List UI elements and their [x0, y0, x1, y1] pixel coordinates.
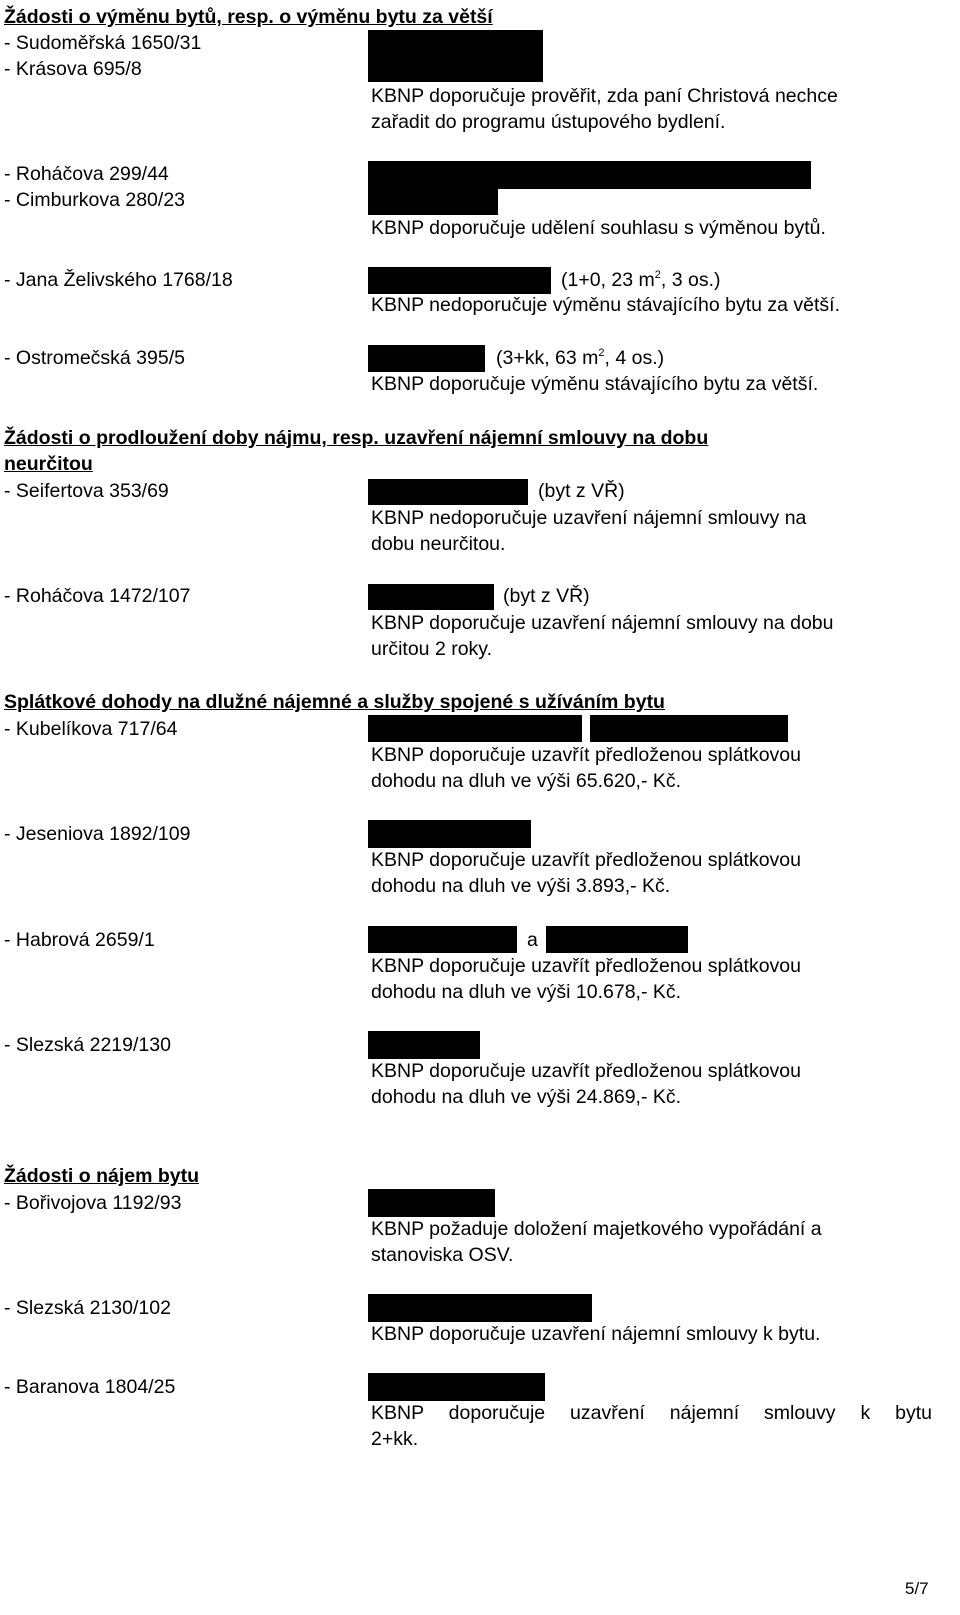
- address: - Sudoměřská 1650/31: [4, 32, 202, 54]
- redaction-bar: [368, 479, 528, 505]
- address: - Slezská 2130/102: [4, 1297, 171, 1319]
- recommendation-note: KBNP doporučuje uzavřít předloženou splátkovou: [371, 1060, 801, 1082]
- recommendation-note: KBNP doporučuje uzavření nájemní smlouvy k bytu.: [371, 1323, 821, 1345]
- address: - Jana Želivského 1768/18: [4, 269, 233, 291]
- recommendation-note: KBNP nedoporučuje uzavření nájemní smlouvy na: [371, 507, 807, 529]
- recommendation-note: KBNP doporučuje výměnu stávajícího bytu za větší.: [371, 373, 819, 395]
- recommendation-note: stanoviska OSV.: [371, 1244, 514, 1266]
- redaction-bar: [368, 584, 494, 610]
- redaction-bar: [368, 189, 498, 215]
- address: - Jeseniova 1892/109: [4, 823, 191, 845]
- page-number: 5/7: [905, 1579, 929, 1598]
- recommendation-note: KBNP doporučuje uzavřít předloženou splátkovou: [371, 744, 801, 766]
- address: - Cimburkova 280/23: [4, 189, 186, 211]
- redaction-bar: [368, 1373, 545, 1401]
- section-heading-extension-cont: neurčitou: [4, 453, 93, 475]
- address: - Seifertova 353/69: [4, 480, 169, 502]
- recommendation-note: KBNP doporučuje uzavřít předloženou splátkovou: [371, 955, 801, 977]
- address: - Krásova 695/8: [4, 58, 142, 80]
- recommendation-note: dobu neurčitou.: [371, 533, 506, 555]
- redaction-bar: [368, 56, 543, 82]
- address: - Baranova 1804/25: [4, 1376, 176, 1398]
- redaction-bar: [368, 1189, 495, 1217]
- recommendation-note: dohodu na dluh ve výši 10.678,- Kč.: [371, 981, 682, 1003]
- recommendation-note: určitou 2 roky.: [371, 638, 493, 660]
- address: - Roháčova 1472/107: [4, 585, 191, 607]
- redaction-bar: [368, 1294, 592, 1322]
- section-heading-installments: Splátkové dohody na dlužné nájemné a služby spojené s užíváním bytu: [4, 691, 665, 713]
- redaction-bar: [546, 926, 688, 953]
- recommendation-note: KBNP požaduje doložení majetkového vypořádání a: [371, 1218, 822, 1240]
- section-heading-exchange: Žádosti o výměnu bytů, resp. o výměnu bytu za větší: [4, 6, 493, 28]
- recommendation-note: KBNP doporučuje uzavřít předloženou splátkovou: [371, 849, 801, 871]
- recommendation-note: KBNP nedoporučuje výměnu stávajícího bytu za větší.: [371, 294, 840, 316]
- address: - Ostromečská 395/5: [4, 347, 185, 369]
- recommendation-note: KBNP doporučuje uzavření nájemní smlouvy k bytu: [371, 1402, 932, 1424]
- address: - Kubelíkova 717/64: [4, 718, 178, 740]
- recommendation-note: dohodu na dluh ve výši 65.620,- Kč.: [371, 770, 682, 792]
- connector-text: a: [527, 929, 538, 951]
- address: - Roháčova 299/44: [4, 163, 169, 185]
- section-heading-lease: Žádosti o nájem bytu: [4, 1165, 200, 1187]
- address: - Habrová 2659/1: [4, 929, 155, 951]
- recommendation-note: dohodu na dluh ve výši 3.893,- Kč.: [371, 875, 671, 897]
- redaction-bar: [368, 161, 811, 189]
- recommendation-note: zařadit do programu ústupového bydlení.: [371, 111, 726, 133]
- recommendation-note: KBNP doporučuje uzavření nájemní smlouvy na dobu: [371, 612, 834, 634]
- recommendation-note: 2+kk.: [371, 1428, 419, 1450]
- redaction-bar: [368, 1031, 480, 1059]
- redaction-bar: [368, 267, 551, 294]
- apartment-detail: (1+0, 23 $m^2$, 3 os.): [561, 268, 721, 291]
- section-heading-extension: Žádosti o prodloužení doby nájmu, resp. uzavření nájemní smlouvy na dobu: [4, 427, 709, 449]
- address: - Bořivojova 1192/93: [4, 1192, 182, 1214]
- address: - Slezská 2219/130: [4, 1034, 171, 1056]
- redaction-bar: [590, 715, 788, 742]
- recommendation-note: KBNP doporučuje udělení souhlasu s výměnou bytů.: [371, 217, 826, 239]
- recommendation-note: KBNP doporučuje prověřit, zda paní Christová nechce: [371, 85, 838, 107]
- apartment-detail: (byt z VŘ): [503, 585, 590, 607]
- apartment-detail: (3+kk, 63 $m^2$, 4 os.): [496, 346, 665, 369]
- redaction-bar: [368, 30, 543, 56]
- redaction-bar: [368, 345, 485, 372]
- redaction-bar: [368, 926, 517, 953]
- redaction-bar: [368, 820, 531, 848]
- redaction-bar: [368, 715, 582, 742]
- recommendation-note: dohodu na dluh ve výši 24.869,- Kč.: [371, 1086, 682, 1108]
- apartment-detail: (byt z VŘ): [538, 480, 625, 502]
